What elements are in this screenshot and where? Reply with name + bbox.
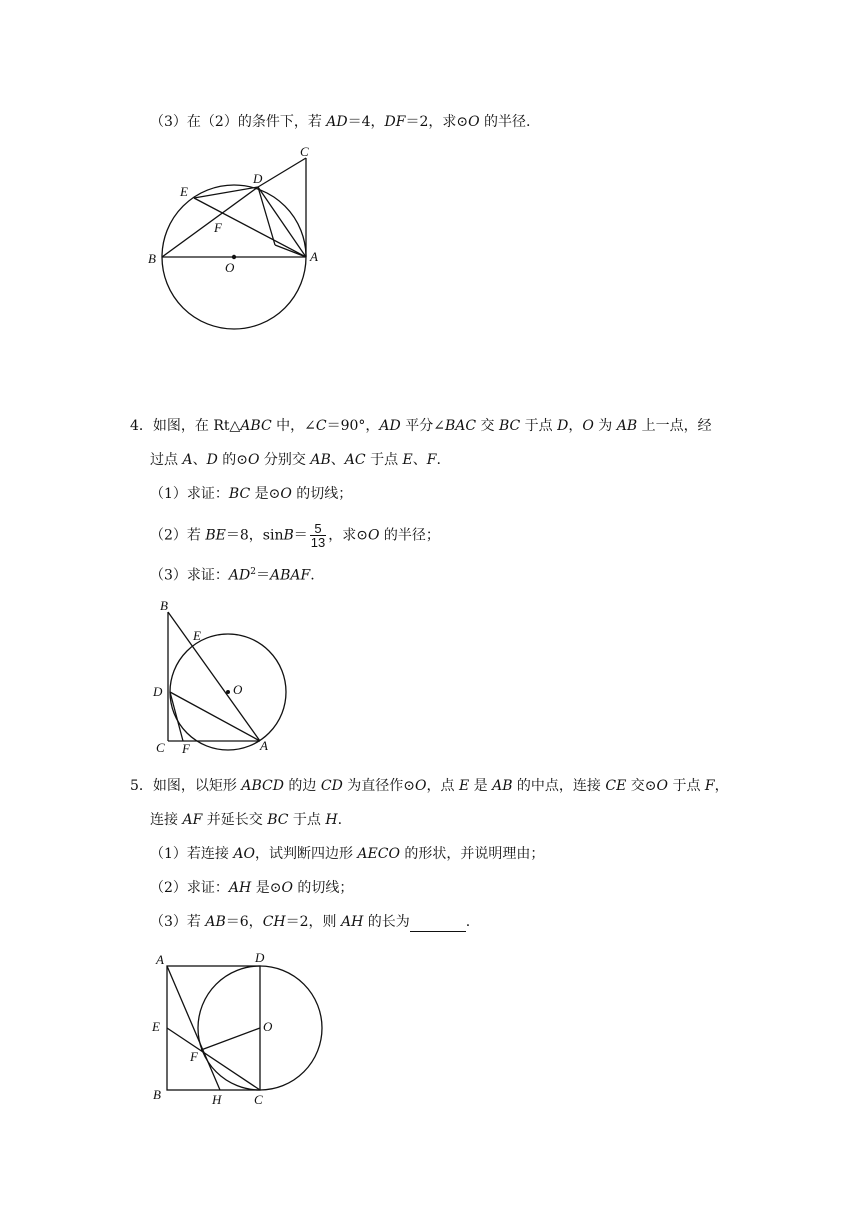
math-var: AH: [340, 914, 364, 930]
math-var: F: [704, 778, 715, 794]
label-c: C: [300, 144, 309, 159]
text-run: （3）若: [150, 914, 206, 930]
label-d: D: [153, 684, 163, 699]
text-run: ＝2，则: [285, 914, 341, 930]
label-o: O: [233, 682, 243, 697]
fraction-denominator: 13: [310, 535, 326, 550]
math-var: O: [281, 880, 293, 896]
text-run: 的长为: [363, 914, 410, 930]
fraction: [310, 522, 326, 549]
label-h: H: [212, 1092, 222, 1107]
text-run: 是⊙: [251, 880, 282, 896]
text-run: （2）求证：: [150, 880, 229, 896]
q5-sub3: [150, 912, 470, 932]
rectangle-abcd: [167, 966, 260, 1090]
math-var: E: [458, 778, 470, 794]
math-var: AB: [492, 778, 513, 794]
q5-sub1: [150, 844, 544, 864]
text-run: 、: [330, 452, 345, 468]
text-run: ，: [714, 778, 729, 794]
text-run: 上一点，经: [637, 418, 712, 434]
math-var: O: [415, 778, 427, 794]
math-var: H: [325, 812, 338, 828]
text-run: 交: [476, 418, 499, 434]
math-var: CD: [320, 778, 343, 794]
text-run: .: [465, 914, 471, 930]
text-run: 并延长交: [202, 812, 268, 828]
text-run: 4．如图，在 Rt△: [130, 418, 241, 434]
text-run: （2）若: [150, 527, 206, 544]
math-var: AC: [344, 452, 366, 468]
text-run: 的⊙: [217, 452, 248, 468]
center-dot: [232, 255, 236, 259]
math-var: BE: [205, 527, 226, 544]
math-var: DF: [384, 114, 406, 130]
text-run: ＝: [256, 567, 270, 584]
fraction-numerator: 5: [310, 522, 326, 536]
text-run: 、: [412, 452, 427, 468]
text-run: ＝90°，: [326, 418, 380, 434]
segment-ba: [168, 612, 260, 741]
q3-part3-text: [150, 112, 531, 132]
math-var: F: [426, 452, 437, 468]
math-var: BAC: [444, 418, 477, 434]
math-var: D: [557, 418, 569, 434]
text-run: 于点: [365, 452, 403, 468]
label-b: B: [160, 598, 168, 613]
math-var: CH: [262, 914, 286, 930]
text-run: 于点: [288, 812, 326, 828]
math-var: AB: [616, 418, 638, 434]
math-var: AB: [205, 914, 226, 930]
figure-q4-triangle: [150, 596, 300, 756]
math-var: CE: [605, 778, 627, 794]
text-run: ，求⊙: [328, 527, 368, 544]
math-var: AO: [233, 846, 255, 862]
text-run: 的切线；: [291, 486, 353, 502]
text-run: .: [337, 812, 343, 828]
text-run: （3）在（2）的条件下，若: [150, 114, 327, 130]
math-var: A: [182, 452, 193, 468]
text-run: ＝8，sin: [225, 527, 284, 544]
answer-blank[interactable]: [410, 917, 466, 932]
label-b: B: [153, 1087, 161, 1102]
math-var: O: [367, 527, 380, 544]
math-var: BC: [267, 812, 289, 828]
math-var: C: [315, 418, 327, 434]
label-f: F: [182, 741, 190, 756]
text-run: 是: [469, 778, 493, 794]
label-f: F: [190, 1049, 198, 1064]
math-var: ABAF: [270, 567, 311, 584]
math-var: AD: [326, 114, 348, 130]
text-run: （1）若连接: [150, 846, 234, 862]
text-run: .: [310, 567, 315, 584]
math-var: ABC: [240, 418, 272, 434]
label-a: A: [310, 249, 318, 264]
label-f: F: [214, 220, 222, 235]
text-run: 的半径.: [479, 114, 531, 130]
segment-da: [258, 187, 306, 257]
text-run: 连接: [150, 812, 183, 828]
text-run: 交⊙: [626, 778, 657, 794]
q5-line2: [150, 810, 342, 830]
segment-df: [170, 692, 183, 741]
label-c: C: [254, 1092, 263, 1107]
math-var: ABCD: [241, 778, 284, 794]
math-var: AECO: [357, 846, 400, 862]
text-run: 的切线；: [292, 880, 354, 896]
math-var: AD: [228, 567, 251, 584]
math-var: B: [283, 527, 294, 544]
text-run: .: [436, 452, 441, 468]
text-run: 分别交: [259, 452, 311, 468]
text-run: ＝: [293, 527, 308, 544]
text-run: ，: [568, 418, 583, 434]
label-e: E: [152, 1019, 160, 1034]
text-run: 平分∠: [400, 418, 445, 434]
text-run: （3）求证：: [150, 567, 229, 584]
math-var: O: [656, 778, 668, 794]
q5-line1: [130, 776, 729, 796]
segment-bd: [162, 187, 258, 257]
text-run: ＝4，: [347, 114, 385, 130]
math-var: D: [206, 452, 218, 468]
q4-sub2: [150, 522, 440, 549]
text-run: 的形状，并说明理由；: [399, 846, 545, 862]
label-o: O: [225, 260, 235, 275]
math-var: AB: [310, 452, 331, 468]
math-var: AD: [379, 418, 401, 434]
segment-ea: [194, 198, 306, 257]
label-a: A: [156, 952, 164, 967]
text-run: 、: [192, 452, 207, 468]
text-run: 过点: [150, 452, 183, 468]
segment-ec: [167, 1028, 260, 1090]
label-b: B: [148, 251, 156, 266]
q4-line2: [150, 450, 441, 470]
text-run: 的边: [283, 778, 321, 794]
figure-q5-rectangle: [150, 944, 330, 1108]
label-d: D: [255, 950, 265, 965]
segment-ed: [194, 187, 258, 198]
label-d: D: [253, 171, 263, 186]
math-var: BC: [228, 486, 251, 502]
q5-sub2: [150, 878, 353, 898]
math-var: O: [280, 486, 292, 502]
text-run: 中，∠: [271, 418, 316, 434]
q4-line1: [130, 416, 712, 436]
text-run: 为直径作⊙: [342, 778, 415, 794]
math-var: O: [468, 114, 480, 130]
text-run: 5．如图，以矩形: [130, 778, 242, 794]
text-run: 为: [593, 418, 617, 434]
math-var: AH: [228, 880, 252, 896]
text-run: ，点: [426, 778, 459, 794]
segment-ah: [167, 966, 220, 1090]
label-a: A: [260, 738, 268, 753]
q4-sub1: [150, 484, 352, 504]
math-var: BC: [498, 418, 521, 434]
center-dot: [226, 690, 230, 694]
segment-fo: [201, 1028, 260, 1050]
label-e: E: [180, 184, 188, 199]
label-o: O: [263, 1019, 273, 1034]
text-run: 是⊙: [250, 486, 281, 502]
text-run: 的半径；: [379, 527, 440, 544]
figure-q3-circle: [140, 140, 340, 340]
text-run: ＝6，: [225, 914, 263, 930]
text-run: （1）求证：: [150, 486, 229, 502]
text-run: 的中点，连接: [512, 778, 606, 794]
text-run: ，试判断四边形: [254, 846, 358, 862]
segment-cd: [258, 158, 306, 187]
segment-da: [170, 692, 260, 741]
q4-sub3: [150, 562, 315, 586]
label-e: E: [193, 628, 201, 643]
text-run: ＝2，求⊙: [405, 114, 469, 130]
label-c: C: [156, 740, 165, 755]
text-run: 于点: [520, 418, 558, 434]
math-var: AF: [182, 812, 203, 828]
math-var: O: [582, 418, 594, 434]
superscript: 2: [250, 567, 256, 577]
math-var: E: [402, 452, 413, 468]
text-run: 于点: [668, 778, 705, 794]
math-var: O: [248, 452, 260, 468]
